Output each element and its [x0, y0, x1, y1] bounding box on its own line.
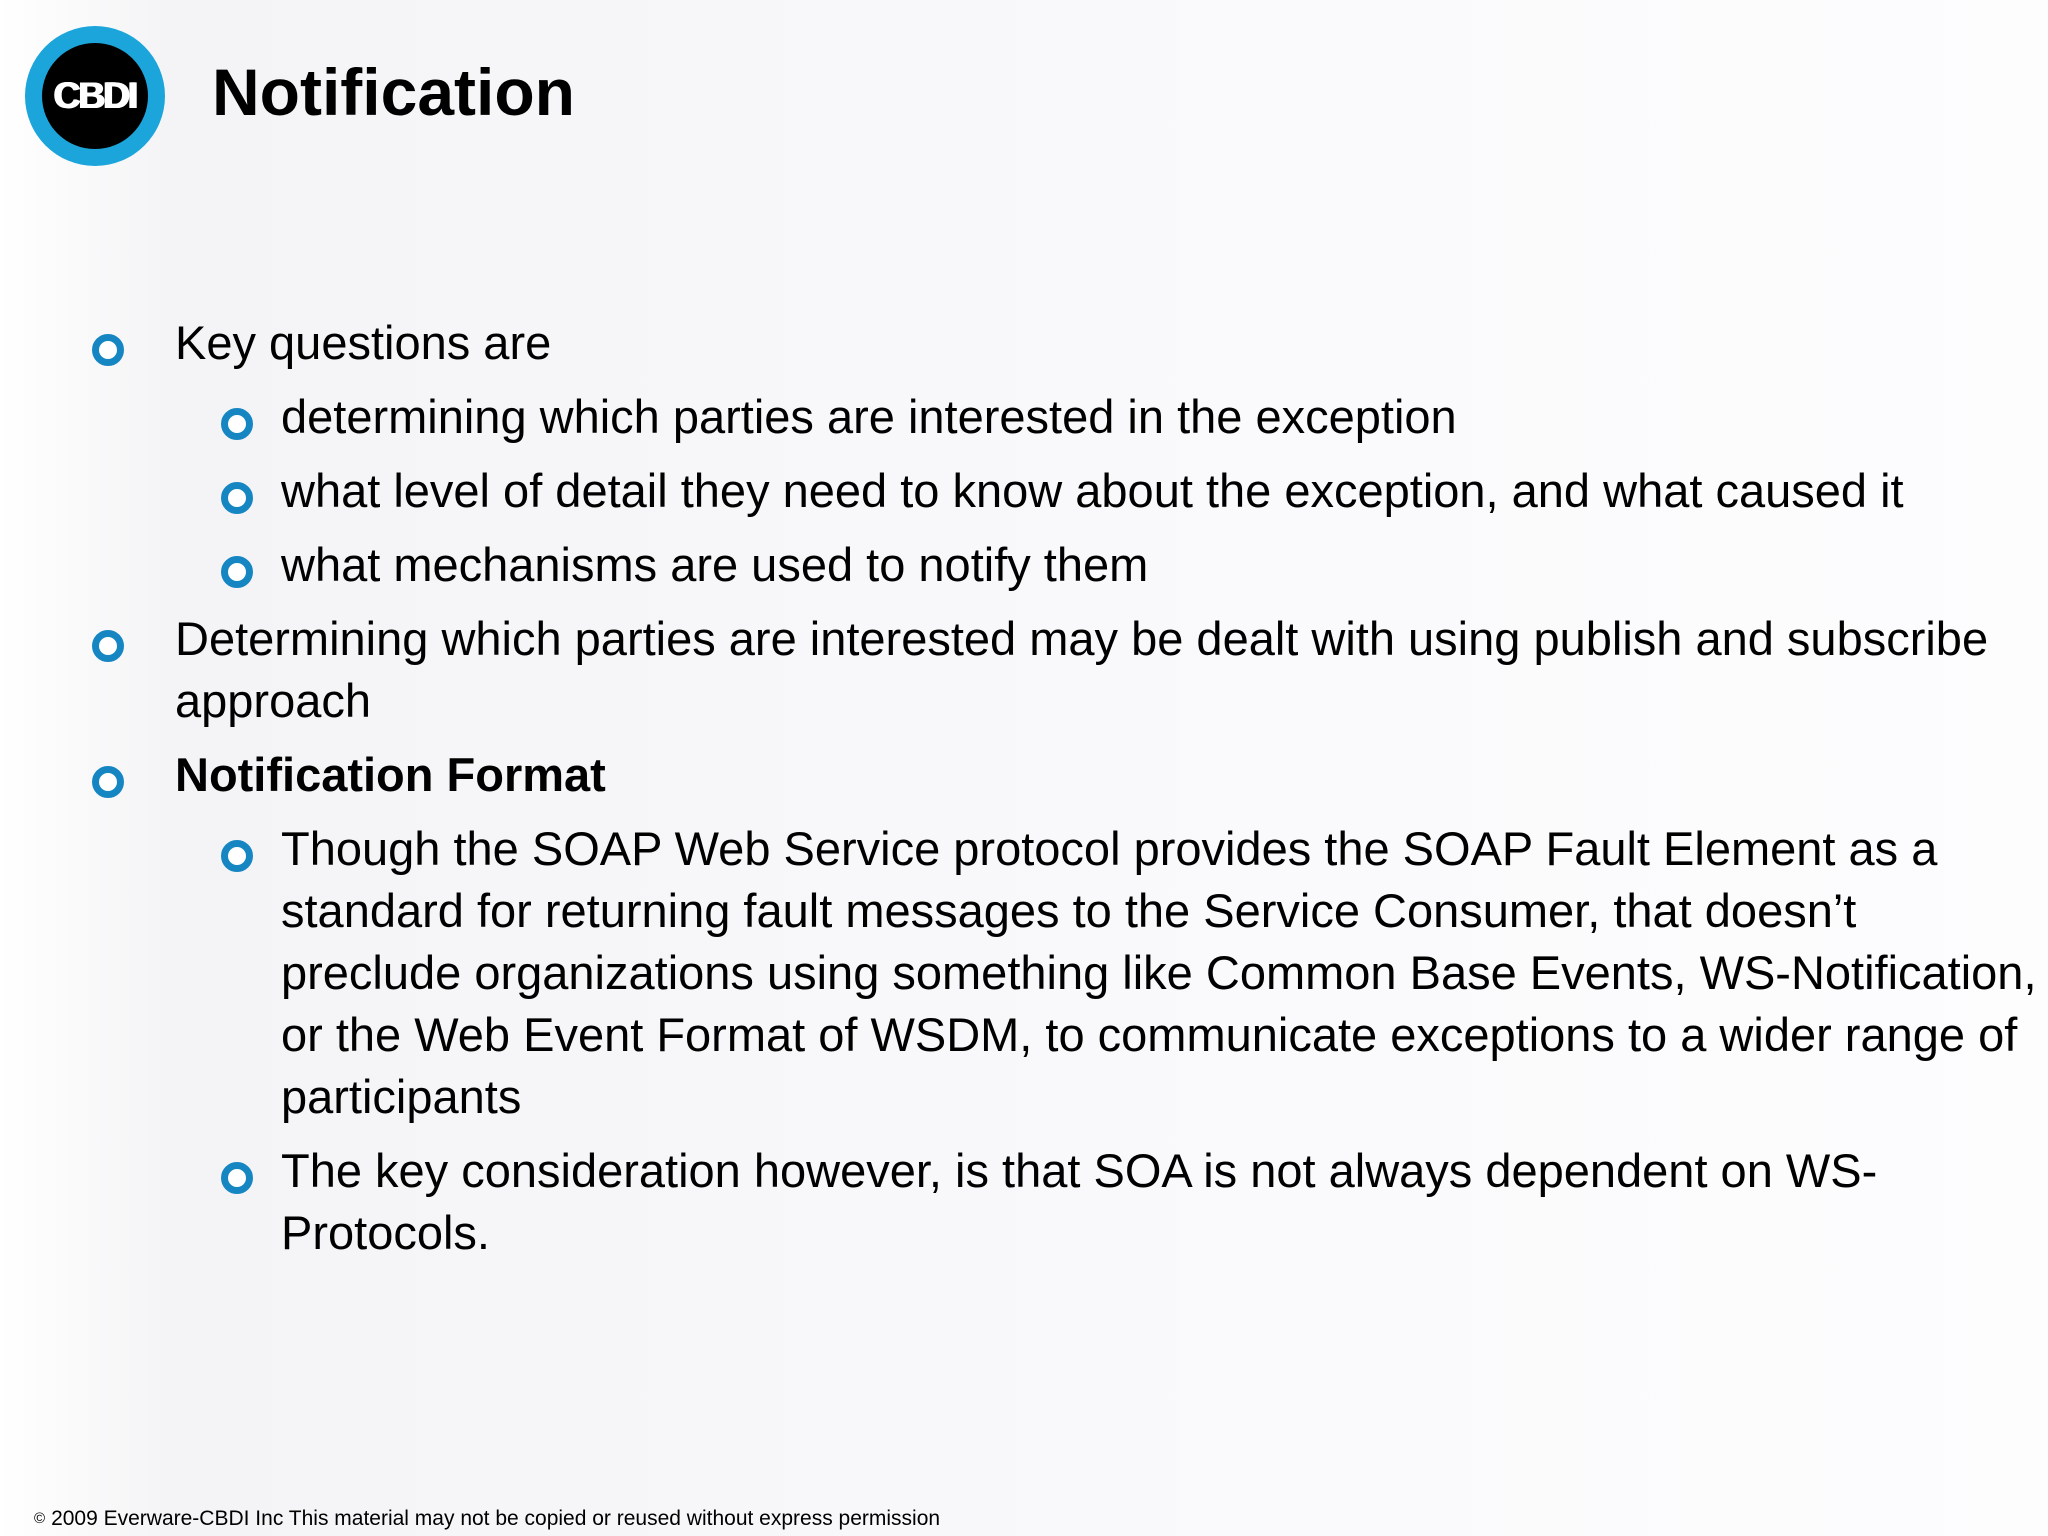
slide-title: Notification [212, 55, 575, 129]
bullet-icon [92, 630, 124, 662]
bullet-icon [221, 840, 253, 872]
bullet-text: The key consideration however, is that SOA is not always dependent on WS-Protocols. [281, 1144, 1878, 1259]
copyright-text: 2009 Everware-CBDI Inc This material may not be copied or reused without express permission [51, 1507, 941, 1530]
bullet-text: Notification Format [175, 748, 606, 801]
bullet-item-key-questions [0, 312, 2048, 374]
bullet-text: what level of detail they need to know about the exception, and what caused it [281, 464, 1904, 517]
sub-bullet-item-mechanisms [0, 534, 2048, 596]
bullet-text: Though the SOAP Web Service protocol provides the SOAP Fault Element as a standard for returning fault messages to the Service Consumer, that doesn’t preclude organizations using something like Common Base Events, WS-Notification, or the Web Event Format of WSDM, to communicate exceptions to a wider range of participants [281, 822, 2037, 1123]
bullet-item-notification-format [0, 744, 2048, 806]
bullet-icon [92, 334, 124, 366]
bullet-icon [92, 766, 124, 798]
bullet-list [0, 312, 2048, 1276]
bullet-icon [221, 482, 253, 514]
copyright-footer [34, 1507, 940, 1531]
sub-bullet-item-parties [0, 386, 2048, 448]
bullet-icon [221, 1162, 253, 1194]
bullet-icon [221, 556, 253, 588]
cbdi-logo [25, 26, 165, 166]
bullet-text: Key questions are [175, 316, 552, 369]
sub-bullet-item-key-consideration [0, 1140, 2048, 1264]
bullet-item-publish-subscribe [0, 608, 2048, 732]
bullet-text: Determining which parties are interested may be dealt with using publish and subscribe approach [175, 612, 1989, 727]
sub-bullet-item-soap-fault [0, 818, 2048, 1128]
bullet-text: determining which parties are interested in the exception [281, 390, 1457, 443]
bullet-text: what mechanisms are used to notify them [281, 538, 1149, 591]
cbdi-logo-text: CBDI [53, 75, 137, 116]
cbdi-logo-center [42, 43, 148, 149]
copyright-icon: © [34, 1510, 46, 1527]
sub-bullet-item-detail-level [0, 460, 2048, 522]
bullet-icon [221, 408, 253, 440]
